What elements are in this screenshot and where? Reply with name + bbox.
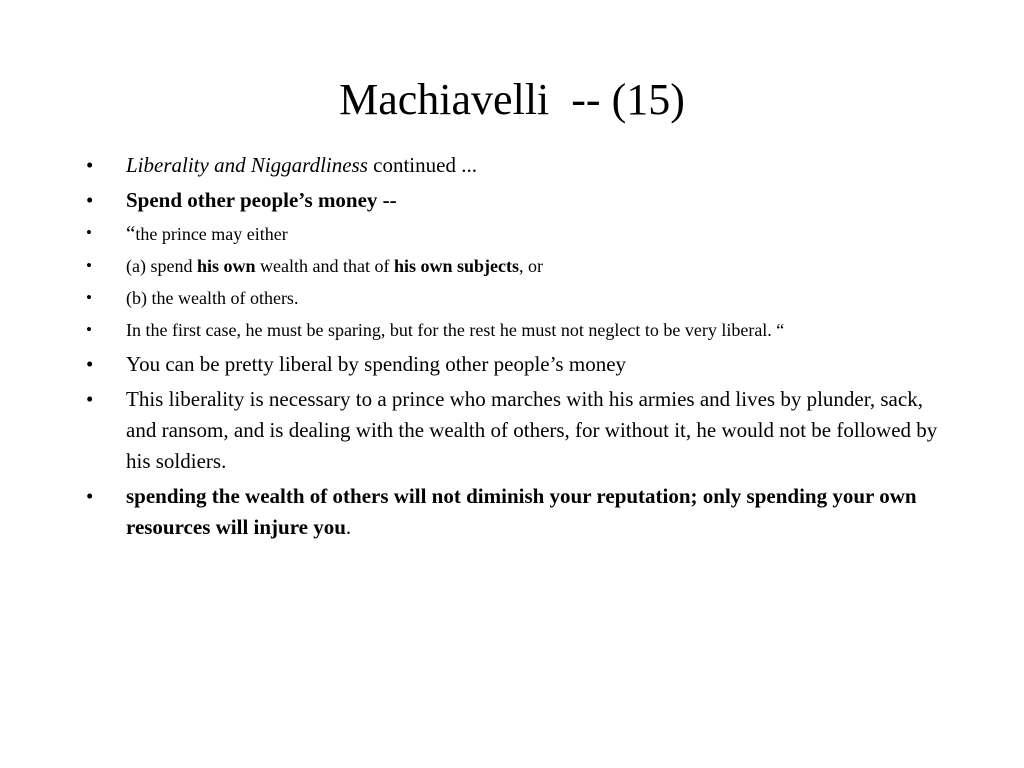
bullet-icon: •: [86, 153, 94, 177]
bullet-9-text: .: [345, 515, 352, 539]
bullet-4-text-a: (a) spend: [126, 256, 197, 276]
bullet-8-text: This liberality is necessary to a prince who marches with his armies and lives by plunder, sack, and ransom, and is dealing with the wealth of others, for without it, he would not be followed by his soldiers.: [126, 387, 938, 473]
bullet-item-8: [86, 384, 946, 477]
bullet-icon: •: [86, 387, 94, 411]
bullet-item-7: [86, 349, 946, 380]
bullet-5-text: (b) the wealth of others.: [126, 288, 299, 308]
bullet-1-italic: Liberality and Niggardliness: [126, 153, 368, 177]
bullet-4-text-c: wealth and that of: [255, 256, 394, 276]
bullet-list: [86, 150, 946, 543]
bullet-4-bold-subjects: his own subjects: [393, 256, 520, 276]
bullet-item-5: [86, 285, 946, 311]
bullet-item-4: [86, 253, 946, 279]
bullet-4-bold-own: his own: [196, 256, 256, 276]
slide-title: Machiavelli -- (15): [339, 75, 685, 124]
bullet-item-6: [86, 317, 946, 343]
bullet-3-text: the prince may either: [135, 224, 288, 244]
bullet-icon: •: [86, 484, 94, 508]
bullet-4-text-e: , or: [519, 256, 544, 276]
bullet-3-quote: “: [126, 221, 136, 245]
bullet-icon: •: [86, 320, 92, 339]
bullet-item-9: [86, 481, 946, 543]
bullet-icon: •: [86, 188, 94, 212]
bullet-icon: •: [86, 288, 92, 307]
bullet-icon: •: [86, 352, 94, 376]
bullet-2-bold: Spend other people’s money --: [126, 188, 397, 212]
bullet-icon: •: [86, 223, 92, 242]
bullet-7-text: You can be pretty liberal by spending other people’s money: [126, 352, 627, 376]
bullet-9-bold: spending the wealth of others will not diminish your reputation; only spending your own resources will injure you: [126, 484, 917, 539]
bullet-icon: •: [86, 256, 92, 275]
bullet-6-text: In the first case, he must be sparing, but for the rest he must not neglect to be very liberal. “: [126, 320, 785, 340]
bullet-item-2: [86, 185, 946, 216]
bullet-1-text: continued ...: [367, 153, 477, 177]
bullet-item-3: [86, 220, 946, 247]
bullet-item-1: [86, 150, 946, 181]
